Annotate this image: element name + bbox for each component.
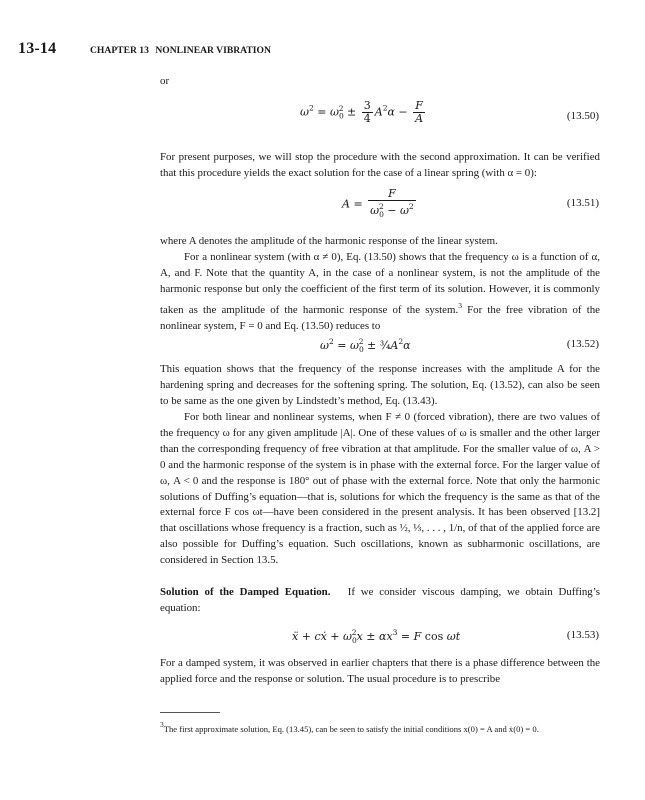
running-header	[90, 45, 275, 56]
equation-number-13-52: (13.52)	[566, 338, 599, 350]
page-number: 13-14	[18, 40, 57, 57]
equation-number-13-50: (13.50)	[566, 110, 599, 122]
paragraph-1: For present purposes, we will stop the procedure with the second approximation. It can be verified that this procedure yields the exact solution for the case of a linear spring (with α = 0):	[160, 151, 600, 179]
paragraph-5	[160, 410, 600, 569]
equation-13-53: ẍ + cẋ + $\omega_0^2x \pm \alpha x^3 = F$ cos ωt	[292, 628, 461, 645]
footnote-mark: 3	[458, 300, 462, 310]
footnote	[160, 719, 610, 735]
section-text: If we consider viscous damping, we obtain Duffing’s equation:	[160, 586, 601, 614]
footnote-rule	[160, 712, 220, 713]
equation-13-51: A = $\frac{F}{\omega_0^2 - \omega^2}$	[342, 187, 414, 219]
section-heading: Solution of the Damped Equation.	[160, 586, 331, 598]
equation-number-13-53: (13.53)	[566, 629, 599, 641]
equation-number-13-51: (13.51)	[566, 197, 599, 209]
paragraph-5-text: For both linear and nonlinear systems, when F ≠ 0 (forced vibration), there are two values of the frequency ω for any given amplitude |A|. One of these values of ω is smaller and the other larger than the corresponding frequency of free vibration at that amplitude. For the smaller value of ω, A > 0 and the harmonic response of the system is in phase with the external force. For the larger value of ω, A < 0 and the response is 180° out of phase with the external force. Note that only the harmonic solutions of Duffing’s equation—that is, solutions for which the frequency is the same as that of the external force F cos ωt—have been considered in the present analysis. It has been observed [13.2] that oscillations whose frequency is a fraction, such as	[160, 411, 600, 535]
footnote-number: 3	[160, 720, 164, 729]
subharmonic-fractions: ½, ⅓, . . . , 1/n,	[399, 522, 466, 535]
paragraph-4: This equation shows that the frequency of the response increases with the amplitude A for the hardening spring and decreases for the softening spring. The solution, Eq. (13.52), can also be seen to be same as the one given by Lindstedt’s method, Eq. (13.43).	[160, 363, 600, 407]
paragraph-2: where A denotes the amplitude of the harmonic response of the linear system.	[160, 235, 498, 247]
chapter-number: CHAPTER 13	[90, 45, 149, 56]
intro-word: or	[160, 75, 170, 87]
equation-13-52: $\omega^2 = \omega_0^2$ ± $\frac{3}{4}A^2\alpha$	[320, 337, 411, 354]
paragraph-3	[160, 250, 600, 335]
footnote-text: The first approximate solution, Eq. (13.45), can be seen to satisfy the initial conditions x(0) = A and ẋ(0) = 0.	[163, 724, 539, 734]
paragraph-3-tail: For the free vibration of the nonlinear system, F = 0 and Eq. (13.50) reduces to	[160, 303, 601, 332]
chapter-title: NONLINEAR VIBRATION	[155, 45, 271, 56]
paragraph-3-text: For a nonlinear system (with α ≠ 0), Eq. (13.50) shows that the frequency ω is a function of α, A, and F. Note that the quantity A, in the case of a nonlinear system, is not the amplitude of the harmonic response but only the coefficient of the first term of its solution. However, it is commonly taken as the amplitude of the harmonic response of the system.	[160, 251, 600, 316]
paragraph-5-tail: of that of the applied force are also possible for Duffing’s equation. Such oscillations, known as subharmonic oscillations, are considered in Section 13.5.	[160, 522, 600, 567]
section-paragraph	[160, 585, 600, 617]
paragraph-6: For a damped system, it was observed in earlier chapters that there is a phase difference between the applied force and the response or solution. The usual procedure is to prescribe	[160, 657, 600, 685]
equation-13-50: $\omega^2 = \omega_0^2$ ± $\frac{3}{4}$ $A^2\alpha$ − $\frac{F}{A}$	[300, 99, 424, 125]
